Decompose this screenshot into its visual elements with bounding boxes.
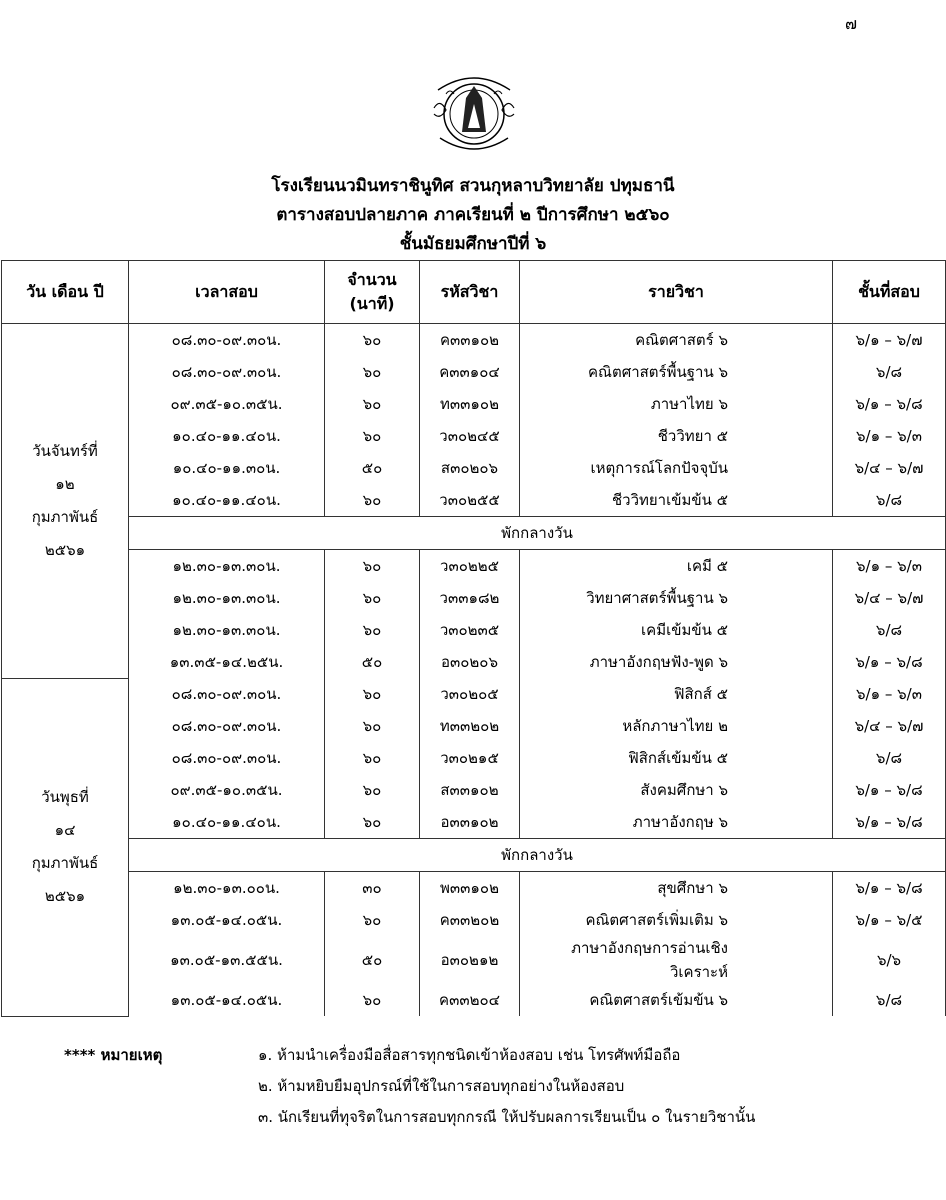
table-row	[2, 742, 946, 774]
exam-day-line: กุมภาพันธ์	[31, 854, 99, 872]
class-cell: ๖/๑ – ๖/๘	[833, 388, 946, 420]
header-class: ชั้นที่สอบ	[833, 261, 946, 324]
duration-cell: ๖๐	[325, 324, 420, 357]
table-row	[2, 904, 946, 936]
code-cell: ว๓๐๒๔๕	[420, 420, 520, 452]
class-cell: ๖/๘	[833, 984, 946, 1016]
table-row	[2, 936, 946, 984]
lunch-break-row	[2, 839, 946, 872]
class-cell: ๖/๘	[833, 614, 946, 646]
subject-cell: สังคมศึกษา ๖	[520, 774, 833, 806]
class-cell: ๖/๑ – ๖/๓	[833, 420, 946, 452]
duration-cell: ๖๐	[325, 356, 420, 388]
code-cell: ส๓๓๑๐๒	[420, 774, 520, 806]
code-cell: ค๓๓๑๐๒	[420, 324, 520, 357]
duration-cell: ๖๐	[325, 984, 420, 1016]
table-row	[2, 678, 946, 710]
subject-cell: สุขศึกษา ๖	[520, 872, 833, 905]
subject-cell: หลักภาษาไทย ๒	[520, 710, 833, 742]
notes-label: **** หมายเหตุ	[64, 1046, 163, 1064]
code-cell: อ๓๐๒๐๖	[420, 646, 520, 678]
time-cell: ๑๐.๔๐-๑๑.๓๐น.	[129, 452, 325, 484]
header-row	[2, 261, 946, 324]
table-row	[2, 484, 946, 517]
code-cell: อ๓๐๒๑๒	[420, 936, 520, 984]
duration-cell: ๖๐	[325, 904, 420, 936]
duration-cell: ๕๐	[325, 646, 420, 678]
time-cell: ๐๘.๓๐-๐๙.๓๐น.	[129, 678, 325, 710]
duration-cell: ๓๐	[325, 872, 420, 905]
class-cell: ๖/๑ – ๖/๘	[833, 872, 946, 905]
code-cell: ท๓๓๑๐๒	[420, 388, 520, 420]
class-cell: ๖/๔ – ๖/๗	[833, 582, 946, 614]
subject-cell: คณิตศาสตร์เพิ่มเติม ๖	[520, 904, 833, 936]
duration-cell: ๕๐	[325, 452, 420, 484]
exam-schedule-table	[1, 260, 946, 1017]
duration-cell: ๖๐	[325, 742, 420, 774]
time-cell: ๑๓.๐๕-๑๔.๐๕น.	[129, 904, 325, 936]
subject-cell: เคมี ๕	[520, 550, 833, 583]
class-cell: ๖/๑ – ๖/๘	[833, 806, 946, 839]
code-cell: ว๓๐๒๐๕	[420, 678, 520, 710]
code-cell: ท๓๓๒๐๒	[420, 710, 520, 742]
class-cell: ๖/๑ – ๖/๗	[833, 324, 946, 357]
class-cell: ๖/๑ – ๖/๓	[833, 678, 946, 710]
exam-title: ตารางสอบปลายภาค ภาคเรียนที่ ๒ ปีการศึกษา ๒๕๖๐	[276, 205, 670, 225]
time-cell: ๐๘.๓๐-๐๙.๓๐น.	[129, 742, 325, 774]
document-title-block	[0, 172, 946, 259]
exam-day-line: วันจันทร์ที่	[32, 441, 98, 460]
duration-cell: ๖๐	[325, 806, 420, 839]
code-cell: ว๓๐๒๕๕	[420, 484, 520, 517]
duration-cell: ๖๐	[325, 710, 420, 742]
duration-cell: ๖๐	[325, 550, 420, 583]
duration-cell: ๖๐	[325, 582, 420, 614]
exam-day-cell	[2, 324, 129, 679]
table-row	[2, 388, 946, 420]
exam-day-line: ๑๒	[55, 474, 75, 493]
exam-day-line: ๑๔	[54, 821, 76, 839]
duration-cell: ๖๐	[325, 420, 420, 452]
time-cell: ๑๓.๐๕-๑๔.๐๕น.	[129, 984, 325, 1016]
table-row	[2, 872, 946, 905]
time-cell: ๐๘.๓๐-๐๙.๓๐น.	[129, 710, 325, 742]
table-row	[2, 774, 946, 806]
note-item: ๒. ห้ามหยิบยืมอุปกรณ์ที่ใช้ในการสอบทุกอย่างในห้องสอบ	[258, 1077, 625, 1095]
class-cell: ๖/๑ – ๖/๕	[833, 904, 946, 936]
duration-cell: ๖๐	[325, 774, 420, 806]
class-cell: ๖/๑ – ๖/๓	[833, 550, 946, 583]
code-cell: ว๓๐๒๑๕	[420, 742, 520, 774]
header-subject: รายวิชา	[520, 261, 833, 324]
code-cell: ว๓๓๑๘๒	[420, 582, 520, 614]
class-cell: ๖/๖	[833, 936, 946, 984]
code-cell: ส๓๐๒๐๖	[420, 452, 520, 484]
lunch-break-row	[2, 517, 946, 550]
header-duration-line1: จำนวน	[347, 270, 397, 289]
subject-cell: ชีววิทยา ๕	[520, 420, 833, 452]
subject-cell: ชีววิทยาเข้มข้น ๕	[520, 484, 833, 517]
header-time: เวลาสอบ	[129, 261, 325, 324]
time-cell: ๑๒.๓๐-๑๓.๓๐น.	[129, 550, 325, 583]
subject-cell: ภาษาอังกฤษฟัง-พูด ๖	[520, 646, 833, 678]
time-cell: ๑๓.๓๕-๑๔.๒๕น.	[129, 646, 325, 678]
header-code: รหัสวิชา	[420, 261, 520, 324]
class-cell: ๖/๘	[833, 484, 946, 517]
header-duration-line2: (นาที)	[349, 294, 395, 313]
duration-cell: ๖๐	[325, 678, 420, 710]
lunch-break-label: พักกลางวัน	[129, 517, 946, 550]
header-date: วัน เดือน ปี	[2, 261, 129, 324]
class-cell: ๖/๔ – ๖/๗	[833, 452, 946, 484]
table-row	[2, 710, 946, 742]
header-duration	[325, 261, 420, 324]
table-row	[2, 646, 946, 678]
duration-cell: ๖๐	[325, 388, 420, 420]
subject-cell: ภาษาไทย ๖	[520, 388, 833, 420]
subject-cell: เหตุการณ์โลกปัจจุบัน	[520, 452, 833, 484]
subject-cell: คณิตศาสตร์ ๖	[520, 324, 833, 357]
school-emblem-logo	[428, 68, 520, 158]
subject-cell: วิทยาศาสตร์พื้นฐาน ๖	[520, 582, 833, 614]
class-cell: ๖/๑ – ๖/๘	[833, 774, 946, 806]
code-cell: ว๓๐๒๓๕	[420, 614, 520, 646]
time-cell: ๑๐.๔๐-๑๑.๔๐น.	[129, 420, 325, 452]
table-row	[2, 324, 946, 357]
time-cell: ๐๙.๓๕-๑๐.๓๕น.	[129, 774, 325, 806]
subject-cell: ภาษาอังกฤษการอ่านเชิงวิเคราะห์	[520, 936, 833, 984]
exam-day-line: ๒๕๖๑	[44, 540, 86, 559]
duration-cell: ๖๐	[325, 614, 420, 646]
time-cell: ๑๒.๓๐-๑๓.๓๐น.	[129, 614, 325, 646]
class-cell: ๖/๘	[833, 356, 946, 388]
code-cell: ค๓๓๒๐๔	[420, 984, 520, 1016]
table-row	[2, 452, 946, 484]
time-cell: ๑๒.๓๐-๑๓.๐๐น.	[129, 872, 325, 905]
time-cell: ๐๘.๓๐-๐๙.๓๐น.	[129, 324, 325, 357]
page-number: ๗	[845, 14, 858, 33]
table-row	[2, 582, 946, 614]
lunch-break-label: พักกลางวัน	[129, 839, 946, 872]
duration-cell: ๕๐	[325, 936, 420, 984]
subject-cell: ภาษาอังกฤษ ๖	[520, 806, 833, 839]
table-row	[2, 614, 946, 646]
subject-cell: ฟิสิกส์เข้มข้น ๕	[520, 742, 833, 774]
time-cell: ๑๓.๐๕-๑๓.๕๕น.	[129, 936, 325, 984]
code-cell: ค๓๓๒๐๒	[420, 904, 520, 936]
table-row	[2, 420, 946, 452]
table-row	[2, 550, 946, 583]
duration-cell: ๖๐	[325, 484, 420, 517]
exam-day-cell	[2, 678, 129, 1016]
subject-cell: คณิตศาสตร์พื้นฐาน ๖	[520, 356, 833, 388]
school-name: โรงเรียนนวมินทราชินูทิศ สวนกุหลาบวิทยาลัย ปทุมธานี	[271, 176, 675, 196]
time-cell: ๑๒.๓๐-๑๓.๓๐น.	[129, 582, 325, 614]
exam-day-line: ๒๕๖๑	[44, 887, 86, 905]
code-cell: อ๓๓๑๐๒	[420, 806, 520, 839]
table-row	[2, 984, 946, 1016]
schedule-body	[2, 324, 946, 1017]
time-cell: ๑๐.๔๐-๑๑.๔๐น.	[129, 806, 325, 839]
subject-cell: เคมีเข้มข้น ๕	[520, 614, 833, 646]
notes-list	[258, 1040, 755, 1133]
class-cell: ๖/๘	[833, 742, 946, 774]
note-item: ๓. นักเรียนที่ทุจริตในการสอบทุกกรณี ให้ปรับผลการเรียนเป็น ๐ ในรายวิชานั้น	[258, 1108, 756, 1126]
class-cell: ๖/๔ – ๖/๗	[833, 710, 946, 742]
subject-cell: คณิตศาสตร์เข้มข้น ๖	[520, 984, 833, 1016]
table-row	[2, 806, 946, 839]
exam-day-line: วันพุธที่	[41, 788, 89, 806]
code-cell: ค๓๓๑๐๔	[420, 356, 520, 388]
table-row	[2, 356, 946, 388]
code-cell: พ๓๓๑๐๒	[420, 872, 520, 905]
subject-cell: ฟิสิกส์ ๕	[520, 678, 833, 710]
time-cell: ๐๘.๓๐-๐๙.๓๐น.	[129, 356, 325, 388]
class-cell: ๖/๑ – ๖/๘	[833, 646, 946, 678]
grade-level: ชั้นมัธยมศึกษาปีที่ ๖	[399, 234, 547, 254]
exam-day-line: กุมภาพันธ์	[31, 507, 99, 526]
code-cell: ว๓๐๒๒๕	[420, 550, 520, 583]
note-item: ๑. ห้ามนำเครื่องมือสื่อสารทุกชนิดเข้าห้องสอบ เช่น โทรศัพท์มือถือ	[258, 1046, 681, 1064]
time-cell: ๐๙.๓๕-๑๐.๓๕น.	[129, 388, 325, 420]
time-cell: ๑๐.๔๐-๑๑.๔๐น.	[129, 484, 325, 517]
